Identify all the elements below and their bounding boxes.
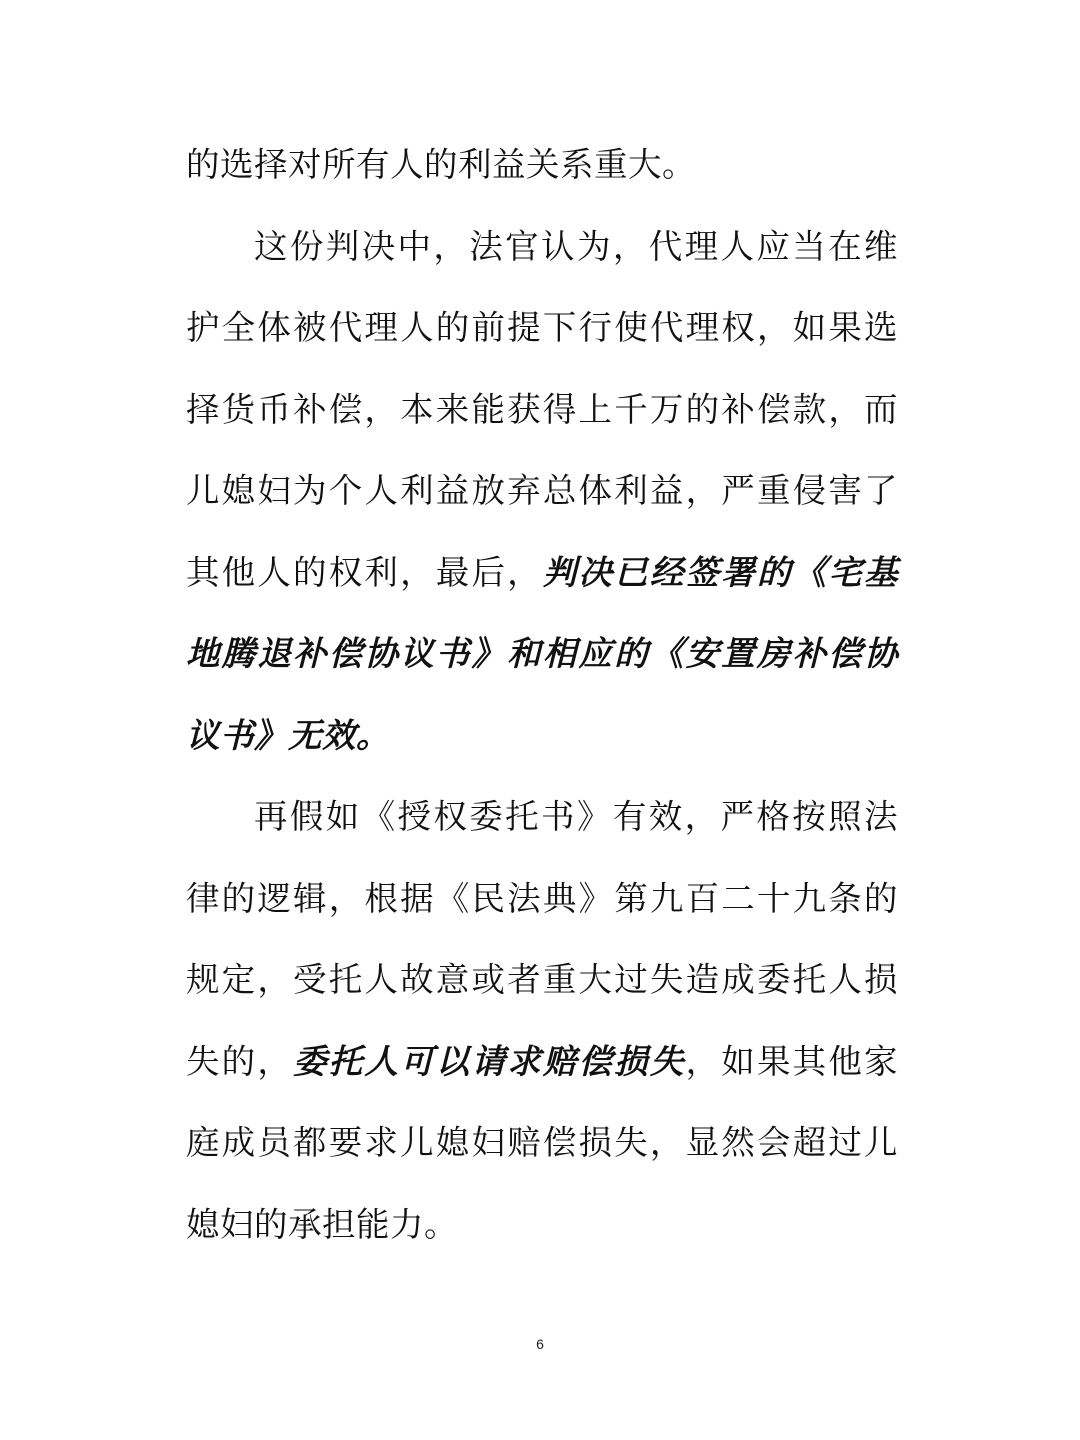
text-segment: 再假如《授权委托书》有效，严格按照法律的逻辑，根据《民法典》第九百二十九条的规定，受托人故意或者重大过失造成委托人损失的，: [186, 797, 898, 1081]
paragraph-continuation: [186, 124, 898, 206]
paragraph-judgment: [186, 206, 898, 777]
paragraph-civil-code: [186, 776, 898, 1265]
body-text: [186, 124, 898, 1265]
emphasized-text: 委托人可以请求赔偿损失: [293, 1041, 686, 1081]
text-segment: 这份判决中，法官认为，代理人应当在维护全体被代理人的前提下行使代理权，如果选择货币补偿，本来能获得上千万的补偿款，而儿媳妇为个人利益放弃总体利益，严重侵害了其他人的权利，最后，: [186, 226, 898, 592]
emphasized-text: 判决已经签署的《宅基地腾退补偿协议书》和相应的《安置房补偿协议书》无效。: [186, 552, 899, 755]
text-segment: 的选择对所有人的利益关系重大。: [186, 145, 696, 184]
text-segment: ，如果其他家庭成员都要求儿媳妇赔偿损失，显然会超过儿媳妇的承担能力。: [186, 1041, 899, 1244]
page-number: 6: [536, 1336, 544, 1352]
